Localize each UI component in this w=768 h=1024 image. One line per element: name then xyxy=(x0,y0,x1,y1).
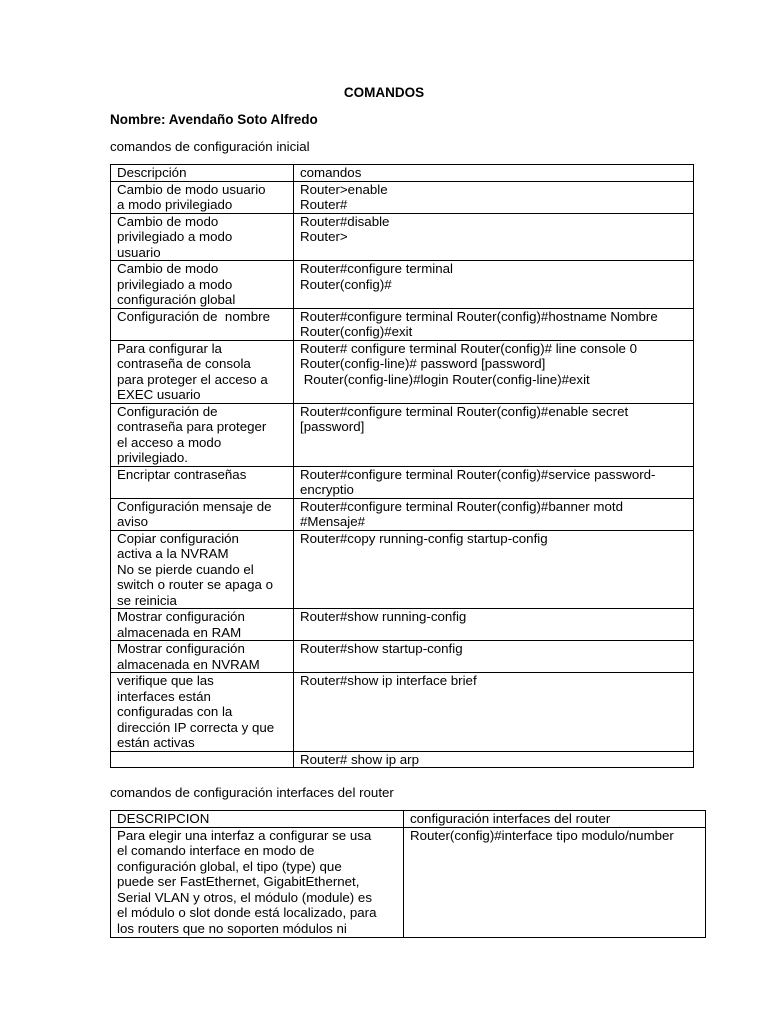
command-cell xyxy=(404,827,706,937)
description-line: Mostrar configuración xyxy=(117,609,245,624)
description-line: Para elegir una interfaz a configurar se usa xyxy=(117,827,372,843)
description-cell xyxy=(111,827,404,937)
command-line: Router(config-line)# password [password] xyxy=(300,356,546,371)
description-line: privilegiado a modo xyxy=(117,229,233,244)
description-line: privilegiado. xyxy=(117,450,188,465)
description-line: Copiar configuración xyxy=(117,530,239,546)
description-line: privilegiado a modo xyxy=(117,276,233,292)
table-header-row xyxy=(111,165,694,182)
command-line: Router#configure terminal Router(config)#enable secret xyxy=(300,403,629,419)
header-description: DESCRIPCION xyxy=(111,811,404,828)
command-cell xyxy=(294,213,694,261)
description-line: Cambio de modo xyxy=(117,261,219,276)
description-line: contraseña para proteger xyxy=(117,419,267,434)
description-line: configuración global, el tipo (type) que xyxy=(117,858,342,874)
command-cell xyxy=(294,498,694,530)
command-line: Router#show ip interface brief xyxy=(300,673,477,688)
command-line: Router#show running-config xyxy=(300,609,467,624)
header-commands: comandos xyxy=(294,165,694,182)
command-line: Router#disable xyxy=(300,213,390,229)
table-row xyxy=(111,181,694,213)
description-line: usuario xyxy=(117,244,161,260)
table-row xyxy=(111,261,694,309)
description-line: verifique que las xyxy=(117,673,214,688)
description-line: para proteger el acceso a xyxy=(117,371,268,387)
table-row xyxy=(111,403,694,466)
initial-config-table xyxy=(110,164,694,768)
document-title: COMANDOS xyxy=(343,85,425,100)
table-row xyxy=(111,213,694,261)
description-cell xyxy=(111,609,294,641)
command-cell xyxy=(294,181,694,213)
description-line: Serial VLAN y otros, el módulo (module) es xyxy=(117,889,372,905)
description-line: Mostrar configuración xyxy=(117,641,245,656)
description-cell xyxy=(111,466,294,498)
description-cell xyxy=(111,340,294,403)
description-line: configuración global xyxy=(117,292,236,307)
command-cell xyxy=(294,530,694,609)
description-cell xyxy=(111,673,294,752)
command-cell xyxy=(294,261,694,309)
command-cell xyxy=(294,340,694,403)
command-cell xyxy=(294,403,694,466)
description-line: puede ser FastEthernet, GigabitEthernet, xyxy=(117,874,360,889)
description-line: activa a la NVRAM xyxy=(117,546,229,561)
command-line: Router(config)#exit xyxy=(300,324,413,339)
header-description: Descripción xyxy=(111,165,294,182)
command-line: Router#configure terminal Router(config)#banner motd xyxy=(300,498,623,514)
command-line: #Mensaje# xyxy=(300,514,366,529)
description-line: Cambio de modo usuario xyxy=(117,181,266,197)
command-line: Router# show ip arp xyxy=(300,751,419,767)
interface-config-table xyxy=(110,810,706,938)
command-cell xyxy=(294,641,694,673)
command-cell xyxy=(294,466,694,498)
description-line: Cambio de modo xyxy=(117,213,219,229)
table-row xyxy=(111,308,694,340)
table-row xyxy=(111,751,694,768)
section-heading-interfaces: comandos de configuración interfaces del router xyxy=(110,785,394,800)
description-cell xyxy=(111,181,294,213)
description-cell xyxy=(111,308,294,340)
description-line: están activas xyxy=(117,735,195,750)
description-cell xyxy=(111,530,294,609)
table-row xyxy=(111,340,694,403)
description-line: se reinicia xyxy=(117,592,177,608)
command-cell xyxy=(294,609,694,641)
description-line: el módulo o slot donde está localizado, para xyxy=(117,905,377,920)
description-line: los routers que no soporten módulos ni xyxy=(117,920,347,936)
description-cell xyxy=(111,261,294,309)
command-line: Router#configure terminal Router(config)#service password- xyxy=(300,466,656,482)
description-line: Configuración de xyxy=(117,403,218,419)
table-row xyxy=(111,827,706,937)
description-line: EXEC usuario xyxy=(117,387,201,402)
description-line: interfaces están xyxy=(117,688,211,704)
table-row xyxy=(111,530,694,609)
author-name: Nombre: Avendaño Soto Alfredo xyxy=(110,112,318,127)
description-line: Encriptar contraseñas xyxy=(117,466,247,482)
description-cell xyxy=(111,641,294,673)
command-line: Router# configure terminal Router(config)# line console 0 xyxy=(300,340,638,356)
command-line: Router# xyxy=(300,197,348,212)
command-line: Router(config)#interface tipo modulo/number xyxy=(410,827,674,843)
description-cell xyxy=(111,403,294,466)
description-line: almacenada en RAM xyxy=(117,624,242,640)
table-row xyxy=(111,641,694,673)
command-line: encryptio xyxy=(300,482,354,497)
description-cell xyxy=(111,751,294,768)
table-row xyxy=(111,466,694,498)
command-line: Router#show startup-config xyxy=(300,641,463,656)
table-row xyxy=(111,673,694,752)
table-row xyxy=(111,609,694,641)
command-cell xyxy=(294,673,694,752)
description-line: a modo privilegiado xyxy=(117,197,233,212)
description-line: aviso xyxy=(117,514,149,529)
description-line: el acceso a modo xyxy=(117,434,222,450)
command-line: Router(config-line)#login Router(config-line)#exit xyxy=(300,371,590,387)
description-cell xyxy=(111,498,294,530)
command-line: [password] xyxy=(300,419,365,434)
section-heading-initial-config: comandos de configuración inicial xyxy=(110,139,310,154)
description-line: Para configurar la xyxy=(117,340,222,356)
command-cell xyxy=(294,308,694,340)
table-header-row xyxy=(111,811,706,828)
description-cell xyxy=(111,213,294,261)
command-line: Router(config)# xyxy=(300,276,392,292)
command-line: Router> xyxy=(300,229,348,244)
description-line: Configuración mensaje de xyxy=(117,498,272,514)
command-line: Router#copy running-config startup-config xyxy=(300,530,548,546)
command-line: Router>enable xyxy=(300,181,388,197)
description-line: Configuración de nombre xyxy=(117,308,271,324)
description-line: configuradas con la xyxy=(117,704,233,719)
description-line: almacenada en NVRAM xyxy=(117,656,260,672)
command-line: Router#configure terminal xyxy=(300,261,453,276)
description-line: No se pierde cuando el xyxy=(117,561,254,577)
description-line: dirección IP correcta y que xyxy=(117,719,275,735)
command-line: Router#configure terminal Router(config)#hostname Nombre xyxy=(300,308,658,324)
table-row xyxy=(111,498,694,530)
description-line: contraseña de consola xyxy=(117,356,251,371)
command-cell xyxy=(294,751,694,768)
description-line: el comando interface en modo de xyxy=(117,843,315,858)
description-line: switch o router se apaga o xyxy=(117,577,273,592)
header-commands: configuración interfaces del router xyxy=(404,811,706,828)
